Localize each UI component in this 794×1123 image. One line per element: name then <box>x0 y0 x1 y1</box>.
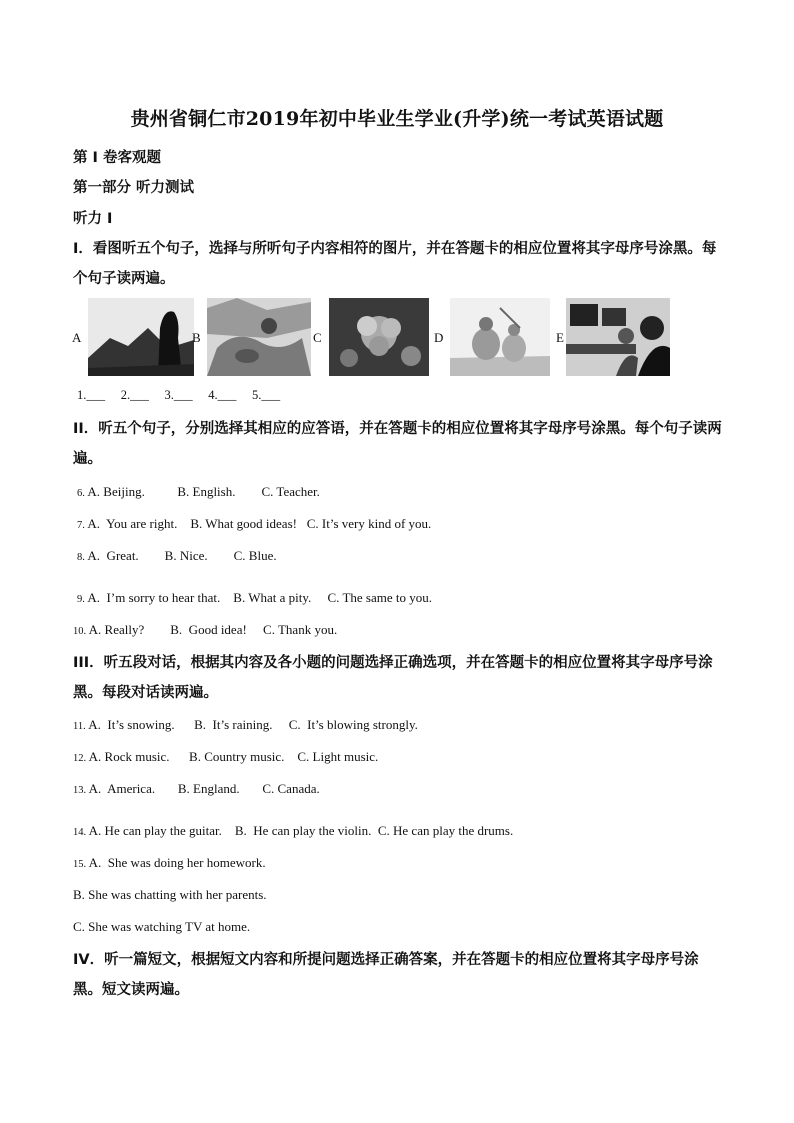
picture-d-label: D <box>434 330 444 345</box>
question-options: A. Beijing. B. English. C. Teacher. <box>87 484 320 499</box>
question-11 <box>73 717 418 733</box>
internet-cafe-photo-icon <box>566 298 670 376</box>
section4-instruction: IV．听一篇短文，根据短文内容和所提问题选择正确答案，并在答题卡的相应位置将其字母序号涂黑。短文读两遍。 <box>73 952 699 998</box>
section1-instruction: I．看图听五个句子，选择与所听句子内容相符的图片，并在答题卡的相应位置将其字母序号涂黑。每个句子读两遍。 <box>73 241 717 287</box>
question-number: 10. <box>73 626 87 637</box>
question-options: A. America. B. England. C. Canada. <box>88 781 320 796</box>
question-options: A. It’s snowing. B. It’s raining. C. It’s blowing strongly. <box>88 717 418 732</box>
question-options: A. Rock music. B. Country music. C. Light music. <box>88 749 379 764</box>
question-number: 8. <box>77 552 85 563</box>
cartoon-drawing-icon <box>207 298 311 376</box>
flower-photo-icon <box>329 298 429 376</box>
question-options: A. Really? B. Good idea! C. Thank you. <box>88 622 338 637</box>
picture-a-label: A <box>72 330 82 345</box>
section-label: 听力 I <box>73 211 113 227</box>
question-options: A. I’m sorry to hear that. B. What a pity. C. The same to you. <box>87 590 432 605</box>
question-13 <box>73 781 320 797</box>
question-14 <box>73 823 513 839</box>
question-number: 13. <box>73 785 87 796</box>
question-6 <box>77 484 320 500</box>
question-options: A. She was doing her homework. <box>88 855 266 870</box>
page-title: 贵州省铜仁市2019年初中毕业生学业(升学)统一考试英语试题 <box>130 108 664 130</box>
question-options: A. Great. B. Nice. C. Blue. <box>87 548 277 563</box>
section2-instruction: II．听五个句子，分别选择其相应的应答语，并在答题卡的相应位置将其字母序号涂黑。每个句子读两遍。 <box>73 421 722 467</box>
question-options: A. He can play the guitar. B. He can play the violin. C. He can play the drums. <box>88 823 514 838</box>
picture-c-label: C <box>313 330 322 345</box>
question-number: 11. <box>73 721 86 732</box>
question-15 <box>73 855 266 871</box>
fairy-tale-drawing-icon <box>450 298 550 376</box>
answer-blanks: 1.___ 2.___ 3.___ 4.___ 5.___ <box>77 388 281 402</box>
question-15-option-b: B. She was chatting with her parents. <box>73 887 267 902</box>
question-number: 7. <box>77 520 85 531</box>
picture-e-label: E <box>556 330 564 345</box>
question-number: 15. <box>73 859 87 870</box>
question-7 <box>77 516 431 532</box>
question-number: 9. <box>77 594 85 605</box>
part-heading: 第一部分 听力测试 <box>73 180 195 196</box>
volume-heading: 第 I 卷客观题 <box>73 150 161 166</box>
question-number: 12. <box>73 753 87 764</box>
question-number: 6. <box>77 488 85 499</box>
question-8 <box>77 548 277 564</box>
question-number: 14. <box>73 827 87 838</box>
question-12 <box>73 749 378 765</box>
picture-b-label: B <box>192 330 201 345</box>
mountain-photo-icon <box>88 298 194 376</box>
section3-instruction: III．听五段对话，根据其内容及各小题的问题选择正确选项，并在答题卡的相应位置将其字母序号涂黑。每段对话读两遍。 <box>73 655 713 701</box>
question-options: A. You are right. B. What good ideas! C. It’s very kind of you. <box>87 516 432 531</box>
question-15-option-c: C. She was watching TV at home. <box>73 919 251 934</box>
question-9 <box>77 590 432 606</box>
question-10 <box>73 622 337 638</box>
